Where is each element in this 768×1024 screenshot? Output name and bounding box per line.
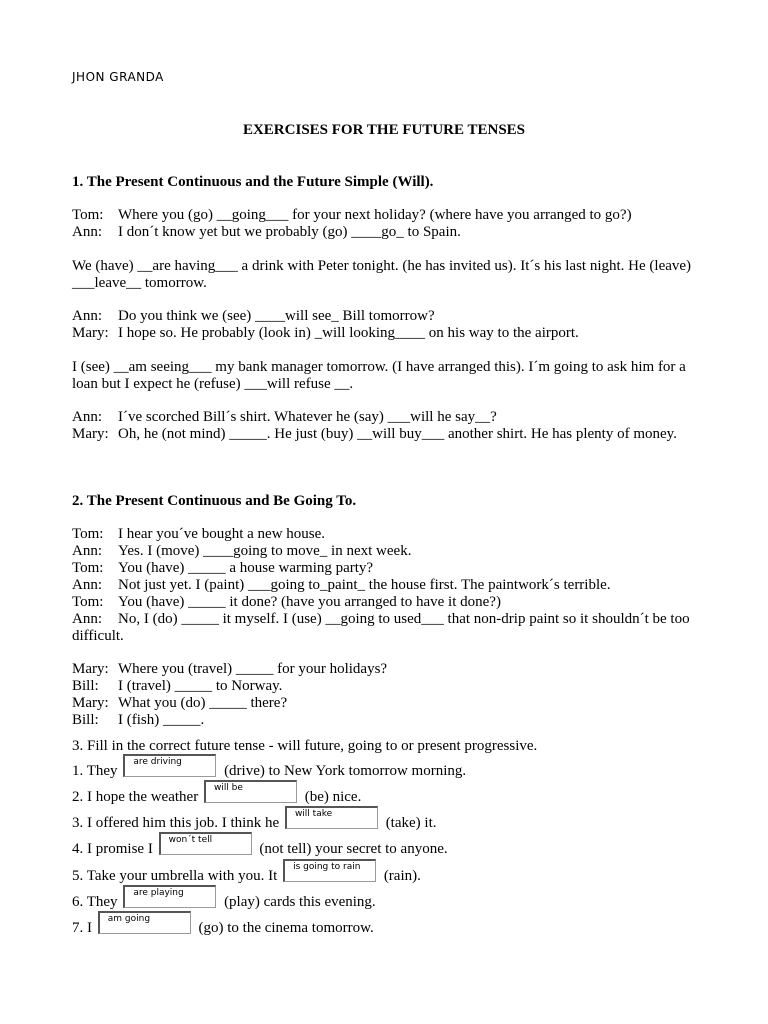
speaker-label: Ann: [72, 611, 102, 627]
dialogue-line [72, 224, 697, 241]
exercise-hint: (play) cards this evening. [224, 894, 376, 910]
dialogue-line [72, 695, 697, 712]
exercise-prompt: 7. I [72, 920, 92, 936]
exercise-item [72, 862, 421, 887]
speaker-label: Tom: [72, 207, 104, 223]
dialogue-line [72, 611, 697, 645]
dialogue-text: I hope so. He probably (look in) _will looking____ on his way to the airport. [118, 325, 579, 341]
dialogue-text: I´ve scorched Bill´s shirt. Whatever he (say) ___will he say__? [118, 409, 497, 425]
speaker-label: Tom: [72, 526, 104, 542]
exercise-item [72, 835, 448, 860]
exercise-prompt: 4. I promise I [72, 841, 153, 857]
answer-field[interactable] [98, 911, 191, 934]
answer-value: won´t tell [168, 835, 213, 845]
exercise-item [72, 888, 376, 913]
exercise-item [72, 914, 374, 939]
exercise-hint: (drive) to New York tomorrow morning. [224, 763, 467, 779]
exercise-prompt: 2. I hope the weather [72, 789, 199, 805]
answer-field[interactable] [285, 806, 378, 829]
dialogue-line [72, 207, 697, 224]
answer-value: will take [294, 809, 333, 819]
section3-heading: 3. Fill in the correct future tense - will future, going to or present progressive. [72, 738, 538, 754]
exercise-hint: (be) nice. [304, 789, 362, 805]
section2-heading: 2. The Present Continuous and Be Going To. [72, 493, 357, 509]
exercise-prompt: 5. Take your umbrella with you. It [72, 868, 278, 884]
dialogue-line [72, 543, 697, 560]
paragraph: We (have) __are having___ a drink with Peter tonight. (he has invited us). It´s his last night. He (leave) ___leave__ tomorrow. [72, 258, 692, 291]
dialogue-text: I hear you´ve bought a new house. [118, 526, 326, 542]
answer-field[interactable] [283, 859, 376, 882]
dialogue-line [72, 560, 697, 577]
speaker-label: Bill: [72, 712, 99, 728]
speaker-label: Tom: [72, 594, 104, 610]
speaker-label: Mary: [72, 426, 109, 442]
speaker-label: Ann: [72, 543, 102, 559]
exercise-hint: (not tell) your secret to anyone. [259, 841, 448, 857]
dialogue-text: Not just yet. I (paint) ___going to_paint_ the house first. The paintwork´s terrible. [118, 577, 611, 593]
dialogue-line [72, 712, 697, 729]
exercise-prompt: 3. I offered him this job. I think he [72, 815, 280, 831]
speaker-label: Tom: [72, 560, 104, 576]
exercise-prompt: 1. They [72, 763, 118, 779]
dialogue-text: What you (do) _____ there? [118, 695, 288, 711]
exercise-item [72, 757, 467, 782]
speaker-label: Mary: [72, 325, 109, 341]
dialogue-line [72, 325, 697, 342]
answer-value: will be [213, 783, 243, 793]
dialogue-text: I don´t know yet but we probably (go) ____go_ to Spain. [118, 224, 461, 240]
dialogue-text: Do you think we (see) ____will see_ Bill tomorrow? [118, 308, 435, 324]
dialogue-line [72, 308, 697, 325]
speaker-label: Bill: [72, 678, 99, 694]
dialogue-line [72, 678, 697, 695]
dialogue-line [72, 426, 697, 443]
dialogue-text: I (travel) _____ to Norway. [118, 678, 283, 694]
dialogue-text: Where you (go) __going___ for your next holiday? (where have you arranged to go?) [118, 207, 632, 223]
answer-value: are playing [133, 888, 184, 898]
exercise-prompt: 6. They [72, 894, 118, 910]
paragraph: I (see) __am seeing___ my bank manager tomorrow. (I have arranged this). I´m going to ask him for a loan but I expect he (refuse) ___will refuse __. [72, 359, 686, 392]
exercise-hint: (rain). [383, 868, 421, 884]
dialogue-text: Oh, he (not mind) _____. He just (buy) __will buy___ another shirt. He has plenty of money. [118, 426, 677, 442]
dialogue-text: You (have) _____ it done? (have you arranged to have it done?) [118, 594, 501, 610]
answer-field[interactable] [123, 885, 216, 908]
exercise-hint: (go) to the cinema tomorrow. [198, 920, 374, 936]
speaker-label: Mary: [72, 661, 109, 677]
answer-field[interactable] [204, 780, 297, 803]
answer-value: am going [107, 914, 151, 924]
speaker-label: Ann: [72, 224, 102, 240]
exercise-item [72, 809, 437, 834]
dialogue-text: Where you (travel) _____ for your holidays? [118, 661, 388, 677]
author-name: JHON GRANDA [72, 70, 164, 84]
answer-value: are driving [133, 757, 182, 767]
dialogue-line [72, 577, 697, 594]
section1-heading: 1. The Present Continuous and the Future Simple (Will). [72, 174, 434, 190]
exercise-hint: (take) it. [385, 815, 437, 831]
dialogue-line [72, 661, 697, 678]
page-title: EXERCISES FOR THE FUTURE TENSES [242, 122, 526, 138]
speaker-label: Ann: [72, 577, 102, 593]
speaker-label: Ann: [72, 308, 102, 324]
dialogue-text: You (have) _____ a house warming party? [118, 560, 374, 576]
dialogue-text: Yes. I (move) ____going to move_ in next week. [118, 543, 412, 559]
exercise-item [72, 783, 362, 808]
speaker-label: Mary: [72, 695, 109, 711]
dialogue-line [72, 409, 697, 426]
dialogue-text: No, I (do) _____ it myself. I (use) __going to used___ that non-drip paint so it shouldn´t be too difficult. [72, 611, 690, 644]
dialogue-line [72, 526, 697, 543]
speaker-label: Ann: [72, 409, 102, 425]
answer-field[interactable] [159, 832, 252, 855]
dialogue-line [72, 594, 697, 611]
dialogue-text: I (fish) _____. [118, 712, 205, 728]
answer-field[interactable] [123, 754, 216, 777]
answer-value: is going to rain [293, 862, 361, 872]
